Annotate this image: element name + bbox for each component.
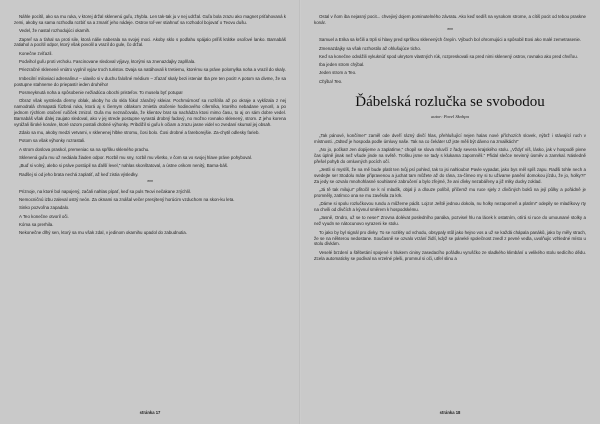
scene-separator: *** (147, 179, 153, 186)
story-author: autor: Pavel Skohpa (431, 113, 469, 119)
paragraph: Zdalo sa mu, akoby medzi vetvami, v sklenenej hlbke stromu, čosi bolo. Čosi drobné a fareborejšie. Za-chytil odlesky farieb. (19, 130, 260, 136)
paragraph: Nemocničnú izbu zaleval ostrý neón. Za oknami sa znášal večer presýtený horúcim vzduchom na skon-ku leta. (19, 197, 235, 203)
paragraph: Jeden strom a Teo. (319, 70, 357, 76)
paragraph: Posmeyknutá noha a spôsobenie nežiadúca obochi pristeľov. To musela byť potupa! (19, 89, 183, 95)
paragraph: Iba jeden strom chýbal. (319, 62, 365, 68)
paragraph: Samuel a Erika sa krčili a trpli si hlavy pred sprškou sklenených črepín. Výbuch bol ohromujúci a spôsobil Eosi ako malé zemetrasenie. (319, 37, 582, 43)
paragraph: „Buď si volný, alebo si práve postúpil na ďalší level,“ nahlas skonštatoval, a ústne orikom nenitý, Barna-báš. (19, 163, 229, 169)
paragraph: Vedel, že nastal rozhodujúci okamih. (19, 28, 91, 34)
paragraph: Zapreľ sa a ťahal sa proti sile, ktorá nálie naberala na svojej moci. Akoby sklo s podlahu spájalo priľiš krátke osoľové lanko. Barnabáš zatiahol a pocítil odpor, ktorý však povolil a vrazil do gule, čo držal. (14, 36, 286, 48)
paragraph: Priznoje, na ktoré bol napojený, začali nahlas pípať, keď sa puls Teovi nečakane zrýchlil. (19, 188, 191, 194)
paragraph: Imbecilní miloviaci adrenalínu! – ulavilo si v duchu falošné médium – zľazať skaly bezi istenia! Iba pre ten pocit! A potom sa divme, že sa postupne stahneme do priepasti! ieden druhého! (14, 75, 286, 87)
paragraph: „No jo, počkat! Jen dopijeme a zaplatíme,“ chopil se slova mluvčí z řady severa krajského stolu. „Vždyť víš, lásko, jak v hospodě pivne čas úplně jinak než všude jinde na světě. Trošku jsme se tady s klukama zapomněli.“ Přidal slečce nevinný úsměv a zamrkal. Následně přešel pohyb do omluvných pocích očí. (314, 146, 586, 164)
paragraph: Radšej si od jeho brata nechá zaplatiť, až keď zistia výsledky. (19, 171, 139, 177)
paragraph: Podvihol guľu proti vrcholu. Fascinovane sledoval výjavy, ktorými sa znenazdajky zaplňala. (19, 59, 196, 64)
paragraph: Potom sa však výhonky rozrastali. (19, 138, 86, 144)
paragraph: Konečne zvíťazil. (19, 50, 53, 56)
paragraph: Nekonečne dlhý sen, ktorý sa mu však zdal, v jedinom okamihu upadol do zabudnutia. (19, 230, 187, 236)
right-page-body (314, 14, 586, 262)
paragraph: Obraz však vystrieda ďermy oblak, akoby ho do skla fúkol záračný skleiar. Pochmúrnosť sa rozšírila až po okraje a vyklizala z nej namodralá chmapatá fúzbná ruka, ktorá aj s čiernym oblakom zmietla otočenie hodinového ciferníka, ktorého nebadane vynoril, a po jednom rýchlom otočení ručiček zmizol. Guľa mu neznačovala, že klientov brat sa nachádza ktosi mimo času, to aj on sám dobre vedel. Barnabáš však ďalej zaujato sledoval, ako v jej strede postupne vyrastá drobný fadový, no možno rovnako sklenený, strom. Z jeho korena vyrážali široké konáre, ktoré razom postali drobné výhonky. Pribdižil si guľu k očiam a zrazu jasne videl vo zvedaní skumal jej obsah. (14, 98, 286, 127)
paragraph: A Teo konečne otvoril oči. (19, 213, 69, 219)
scene-separator: *** (447, 28, 453, 35)
left-page-body (14, 14, 286, 236)
paragraph: „Jestli si myslíš, že na mě bude platit ten tvůj psí pohled, tak to jsi nahloubo! Pavle vypadat, jako bys měl spíš zapu. Radši tohle nech a svedejte se! Stodolu máte připravenou a juchat tam můžete až do rána, za-čímeo my si tu uživame panění domokou jízdu, že jo, holky?!“ Za jedy se ozvalo mnohohlasné souhlasné zabručení a bylo zřejmé, že ani dívky nezabářeny a již mlky ducky zoklad. (314, 166, 586, 184)
paragraph: Veselé brzdení a štěbetání spojené s hlukem cininy zasedacího pořádku vyruščko ze sladkého klimbání u velikého stolu sedícího dědu. Zcela automaticky se podíval na vrzelné pleši, promnul si oči, utřel slinu a (314, 249, 586, 261)
paragraph: Sinko pozvoľna zapadalo. (19, 205, 70, 211)
page-number: stránka 17 (139, 410, 161, 415)
paragraph: Priezračné sklenené vnútro vyplnil vyjav troch turistov. Dvaja sa natáhovali k tretiemu, ktorému sa práve polomylka noha a vrazil do skaly. (19, 67, 286, 73)
paragraph: Keď sa konečne odvážili vykuknúť spod ukrytom vlastných rúk, rozpreskovali sa pred nimi sklenený ostrov, rovnako ako pred chvíľou. (319, 53, 578, 59)
page-number: stránka 18 (439, 410, 461, 415)
paragraph: „Tak pánové, končíme!“ zaměl ode dveří rázný divčí hlas, přehlušující nejen halas nové příchozích slovek, nýbrž i stávající ruch v místnosti. „Odteď je hospoda podle úmluvy naše. Tak na co čekáte! Už jste měli být dávno na zmailkách!“ (314, 132, 586, 144)
right-page (300, 0, 600, 424)
paragraph: „Já tě tak miluju!“ přitočil se k ní mladík, objal ji a dlouze políbil, přičemž mu ruce sjely z dívčiných boků na její půlky a pořádně je promněly, zatímco ona se mu zavěsila za krk. (314, 187, 586, 198)
paragraph: Ostal v ňom iba nejasný pocit... chvejivý dojem pominutelného závratu. Ako keď sedíš na vysokom strome, a cítiš pocit od tebou praskne konár. (314, 14, 586, 25)
paragraph: Sklenená guľa mu už nedáala žiaden odpor. Rozbil mu sny, rozbil mu všetko, v čom sa vo svojej hlave práve pohyboval. (19, 154, 253, 160)
story-title: Ďábelská rozlučka se svobodou (355, 93, 545, 110)
paragraph: „Dáme si spolu rozlučkovou rundu a můžeme pádit. Lojzo! Ještě jednou dokola, nu holky nezapomeň a platím!“ odepily se mladíkovy rty na chvíli od dívčích a kývnul směrem k hospodskému. (314, 201, 586, 213)
closing-line: Chýbal Teo. (319, 78, 343, 84)
paragraph: „Jasně, Ondro, už se to nese!“ Zrovna dolévat posledního panáka, pozvisel hlu na lácek k ostatním, otírá si ruce do umounané stolky a než vyudn se nátocunovo vyrazeni ke stolu. (314, 215, 586, 227)
paragraph: To jako by byl signál pro divky. To se rozléty od vchodu, obsypaly stůl jako hejno vos a už se každá chápala panáků, jako by měly strach, že se na některou nedostane. Současně se ozvalo vrzání židlí, když se páneké společnost zvedl z pevné vedla, uvolňujic vzhledné místo u stolu dívkám. (314, 229, 586, 247)
paragraph: Kóma sa prerhila. (19, 221, 54, 227)
paragraph: A strom doslova praskol, premeniac sa na spŕšku skleného prachu. (19, 146, 150, 152)
paragraph: Náhle pocítil, ako sa mu ruka, v ktorej držal sklenenú guľu, zhybla. Len tak-tak ju v nej udržal. Guľa bola zrazu ako magnet priťahovaná k zemi, akoby sa sama rozhodla rozbiť sa a zmariť jeho nádeje. Ostrov toľ-ver stiahnuť sa rozhodol bojovať o Teovu dušu. (14, 14, 286, 25)
paragraph: Zmenazdajky sa však rozhostilo až ohlušujúce ticho. (319, 45, 422, 51)
